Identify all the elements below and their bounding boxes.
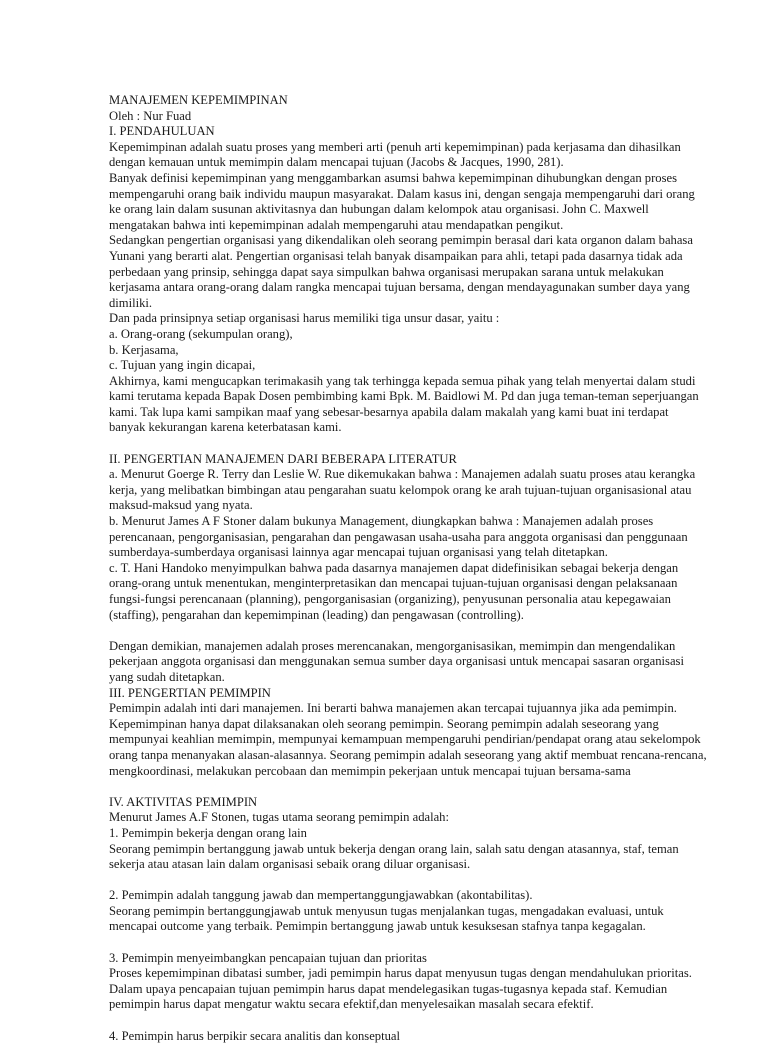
- list-item: a. Orang-orang (sekumpulan orang),: [109, 326, 293, 341]
- paragraph: Pemimpin adalah inti dari manajemen. Ini berarti bahwa manajemen akan tercapai tujuannya jika ada pemimpin. Kepemimpinan hanya dapat dilaksanakan oleh seorang pemimpin. Seorang pemimpin adalah seseorang yang mempunyai keahlian memimpin, mempunyai kemampuan mempengaruhi pendirian/pendapat orang atau sekelompok orang tanpa menanyakan alasan-alasannya. Seorang pemimpin adalah seseorang yang aktif membuat rencana-rencana, mengkoordinasi, melakukan percobaan dan memimpin pekerjaan untuk mencapai tujuan bersama-sama: [109, 701, 707, 778]
- list-item-body: Seorang pemimpin bertanggungjawab untuk menyusun tugas menjalankan tugas, mengadakan evaluasi, untuk mencapai outcome yang terbaik. Pemimpin bertanggung jawab untuk kesuksesan stafnya tanpa kegagalan.: [109, 903, 664, 934]
- list-item-title: 4. Pemimpin harus berpikir secara analitis dan konseptual: [109, 1028, 400, 1043]
- section-heading: II. PENGERTIAN MANAJEMEN DARI BEBERAPA LITERATUR: [109, 451, 457, 466]
- doc-author: Oleh : Nur Fuad: [109, 108, 192, 123]
- list-item-title: 3. Pemimpin menyeimbangkan pencapaian tujuan dan prioritas: [109, 950, 427, 965]
- section-heading: IV. AKTIVITAS PEMIMPIN: [109, 794, 258, 809]
- list-item: b. Menurut James A F Stoner dalam bukunya Management, diungkapkan bahwa : Manajemen adalah proses perencanaan, pengorganisasian, pengarahan dan pengawasan usaha-usaha para anggota organisasi dan penggunaan sumberdaya-sumberdaya organisasi lainnya agar mencapai tujuan organisasi yang telah ditetapkan.: [109, 514, 688, 560]
- section-heading: III. PENGERTIAN PEMIMPIN: [109, 685, 271, 700]
- list-item: c. T. Hani Handoko menyimpulkan bahwa pada dasarnya manajemen dapat didefinisikan sebagai bekerja dengan orang-orang untuk menentukan, menginterpretasikan dan mencapai tujuan-tujuan organisasi dengan pelaksanaan fungsi-fungsi perencanaan (planning), pengorganisasian (organizing), penyusunan personalia atau kepegawaian (staffing), pengarahan dan kepemimpinan (leading) dan pengawasan (controlling).: [109, 560, 679, 622]
- spacer: [109, 873, 708, 889]
- doc-title: MANAJEMEN KEPEMIMPINAN: [109, 93, 288, 107]
- list-item: a. Menurut Goerge R. Terry dan Leslie W. Rue dikemukakan bahwa : Manajemen adalah suatu proses atau kerangka kerja, yang melibatkan bimbingan atau pengarahan suatu kelompok orang ke arah tujuan-tujuan organisasional atau maksud-maksud yang nyata.: [109, 467, 696, 513]
- spacer: [109, 779, 708, 795]
- paragraph: Akhirnya, kami mengucapkan terimakasih yang tak terhingga kepada semua pihak yang telah menyertai dalam studi kami terutama kepada Bapak Dosen pembimbing kami Bpk. M. Baidlowi M. Pd dan juga teman-teman seperjuangan kami. Tak lupa kami sampikan maaf yang sebesar-besarnya apabila dalam makalah yang kami buat ini terdapat banyak kekurangan karena keterbatasan kami.: [109, 373, 699, 435]
- spacer: [109, 1013, 708, 1029]
- spacer: [109, 436, 708, 452]
- section-heading: I. PENDAHULUAN: [109, 124, 215, 139]
- paragraph: Menurut James A.F Stonen, tugas utama seorang pemimpin adalah:: [109, 810, 449, 825]
- list-item: b. Kerjasama,: [109, 342, 179, 357]
- spacer: [109, 935, 708, 951]
- paragraph: Sedangkan pengertian organisasi yang dikendalikan oleh seorang pemimpin berasal dari kata organon dalam bahasa Yunani yang berarti alat. Pengertian organisasi telah banyak disampaikan para ahli, tetapi pada dasarnya tidak ada perbedaan yang prinsip, sehingga dapat saya simpulkan bahwa organisasi merupakan sarana untuk melakukan kerjasama antara orang-orang dalam rangka mencapai tujuan bersama, dengan mendayagunakan sumber daya yang dimiliki.: [109, 233, 693, 310]
- list-item-title: 1. Pemimpin bekerja dengan orang lain: [109, 825, 307, 840]
- paragraph: Banyak definisi kepemimpinan yang menggambarkan asumsi bahwa kepemimpinan dihubungkan dengan proses mempengaruhi orang baik individu maupun masyarakat. Dalam kasus ini, dengan sengaja mempengaruhi dari orang ke orang lain dalam susunan aktivitasnya dan hubungan dalam kelompok atau organisasi. John C. Maxwell mengatakan bahwa inti kepemimpinan adalah mempengaruhi atau mendapatkan pengikut.: [109, 170, 695, 232]
- list-item: c. Tujuan yang ingin dicapai,: [109, 358, 256, 373]
- list-item-body: Seorang pemimpin bertanggung jawab untuk bekerja dengan orang lain, salah satu dengan atasannya, staf, teman sekerja atau atasan lain dalam organisasi sebaik orang diluar organisasi.: [109, 841, 679, 872]
- paragraph: Kepemimpinan adalah suatu proses yang memberi arti (penuh arti kepemimpinan) pada kerjasama dan dihasilkan dengan kemauan untuk memimpin dalam mencapai tujuan (Jacobs & Jacques, 1990, 281).: [109, 139, 681, 170]
- list-item-title: 2. Pemimpin adalah tanggung jawab dan mempertanggungjawabkan (akontabilitas).: [109, 888, 533, 903]
- paragraph: Dan pada prinsipnya setiap organisasi harus memiliki tiga unsur dasar, yaitu :: [109, 311, 500, 326]
- paragraph: Dengan demikian, manajemen adalah proses merencanakan, mengorganisasikan, memimpin dan mengendalikan pekerjaan anggota organisasi dan menggunakan semua sumber daya organisasi untuk mencapai sasaran organisasi yang sudah ditetapkan.: [109, 638, 684, 684]
- spacer: [109, 623, 708, 639]
- list-item-body: Proses kepemimpinan dibatasi sumber, jadi pemimpin harus dapat menyusun tugas dengan mendahulukan prioritas. Dalam upaya pencapaian tujuan pemimpin harus dapat mendelegasikan tugas-tugasnya kepada staf. Kemudian pemimpin harus dapat mengatur waktu secara efektif,dan menyelesaikan masalah secara efektif.: [109, 966, 692, 1012]
